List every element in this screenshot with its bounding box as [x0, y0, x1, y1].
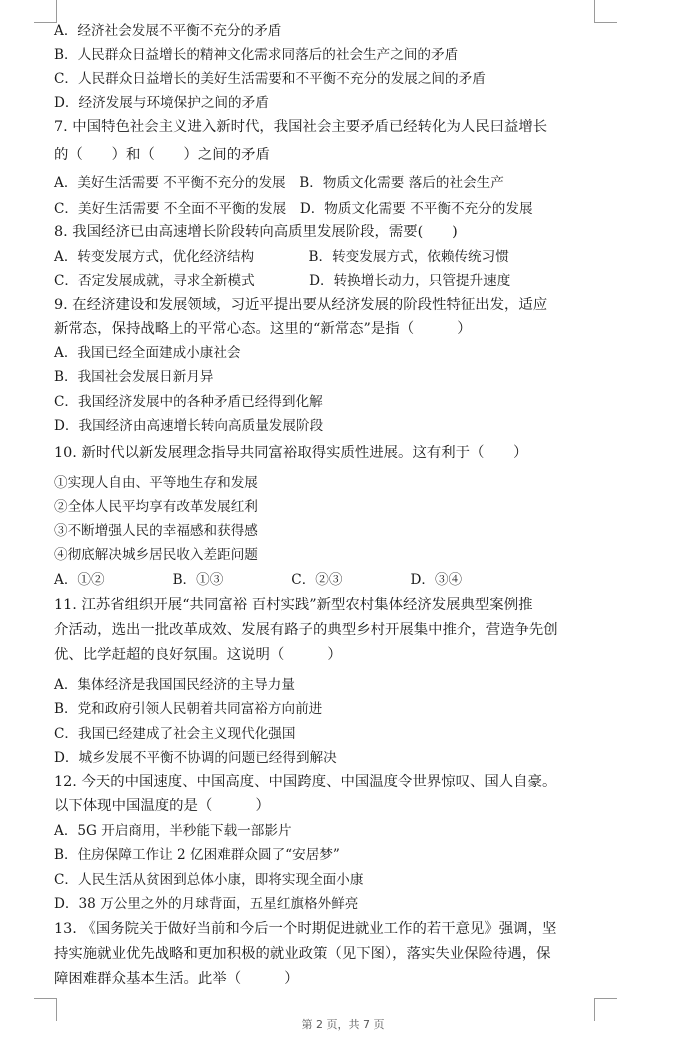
option-line: B．人民群众日益增长的精神文化需求同落后的社会生产之间的矛盾: [54, 47, 459, 63]
option-line: C．美好生活需要 不全面不平衡的发展 D．物质文化需要 不平衡不充分的发展: [54, 201, 533, 217]
statement-line: ③不断增强人民的幸福感和获得感: [54, 523, 258, 539]
option-line: B．党和政府引领人民朝着共同富裕方向前进: [54, 701, 323, 717]
question-line: 优、比学赶超的良好氛围。这说明（ ）: [54, 647, 342, 663]
option-line: C．人民生活从贫困到总体小康，即将实现全面小康: [54, 872, 364, 888]
option-line: A．转变发展方式，优化经济结构 B．转变发展方式，依赖传统习惯: [54, 249, 509, 265]
option-line: A．经济社会发展不平衡不充分的矛盾: [54, 23, 282, 39]
question-line: 新常态，保持战略上的平常心态。这里的“新常态”是指（ ）: [54, 321, 472, 337]
page-number: 第 2 页，共 7 页: [301, 1018, 385, 1031]
statement-line: ②全体人民平均享有改革发展红利: [54, 499, 258, 515]
question-line: 12. 今天的中国速度、中国高度、中国跨度、中国温度令世界惊叹、国人自豪。: [54, 774, 557, 790]
option-line: D．38 万公里之外的月球背面，五星红旗格外鲜亮: [54, 896, 359, 912]
question-line: 8. 我国经济已由高速增长阶段转向高质里发展阶段，需要( ): [54, 224, 458, 240]
crop-mark-top-right: [594, 0, 617, 23]
question-line: 13. 《国务院关于做好当前和今后一个时期促进就业工作的若干意见》强调，坚: [54, 921, 557, 937]
option-line: C．我国已经建成了社会主义现代化强国: [54, 726, 296, 742]
statement-line: ①实现人自由、平等地生存和发展: [54, 475, 258, 491]
statement-line: ④彻底解决城乡居民收入差距问题: [54, 547, 258, 563]
question-line: 障困难群众基本生活。此举（ ）: [54, 971, 299, 987]
question-line: 10. 新时代以新发展理念指导共同富裕取得实质性进展。这有利于（ ）: [54, 445, 528, 461]
question-line: 7. 中国特色社会主义进入新时代，我国社会主要矛盾已经转化为人民曰益增长: [54, 119, 548, 135]
option-line: D．城乡发展不平衡不协调的问题已经得到解决: [54, 750, 337, 766]
crop-mark-top-left: [34, 0, 57, 23]
option-line: A．①② B．①③ C．②③ D．③④: [54, 572, 463, 588]
option-line: A．集体经济是我国国民经济的主导力量: [54, 677, 295, 693]
option-line: A．我国已经全面建成小康社会: [54, 345, 241, 361]
question-line: 9. 在经济建设和发展领域，习近平提出要从经济发展的阶段性特征出发，适应: [54, 297, 548, 313]
option-line: B．我国社会发展日新月异: [54, 369, 214, 385]
option-line: A．5G 开启商用，半秒能下载一部影片: [54, 823, 292, 839]
question-line: 以下体现中国温度的是（ ）: [54, 798, 270, 814]
option-line: D．经济发展与环境保护之间的矛盾: [54, 95, 269, 111]
option-line: C．人民群众日益增长的美好生活需要和不平衡不充分的发展之间的矛盾: [54, 71, 486, 87]
option-line: B．住房保障工作让 2 亿困难群众圆了“安居梦”: [54, 847, 340, 863]
option-line: C．否定发展成就，寻求全新模式 D．转换增长动力，只管提升速度: [54, 273, 511, 289]
option-line: C．我国经济发展中的各种矛盾已经得到化解: [54, 394, 323, 410]
option-line: D．我国经济由高速增长转向高质量发展阶段: [54, 418, 324, 434]
question-line: 11. 江苏省组织开展“共同富裕 百村实践”新型农村集体经济发展典型案例推: [54, 597, 533, 613]
question-line: 的（ ）和（ ）之间的矛盾: [54, 147, 270, 163]
option-line: A．美好生活需要 不平衡不充分的发展 B．物质文化需要 落后的社会生产: [54, 175, 504, 191]
question-line: 持实施就业优先战略和更加积极的就业政策（见下图），落实失业保险待遇，保: [54, 946, 551, 962]
question-line: 介活动，选出一批改革成效、发展有路子的典型乡村开展集中推介，营造争先创: [54, 622, 558, 638]
